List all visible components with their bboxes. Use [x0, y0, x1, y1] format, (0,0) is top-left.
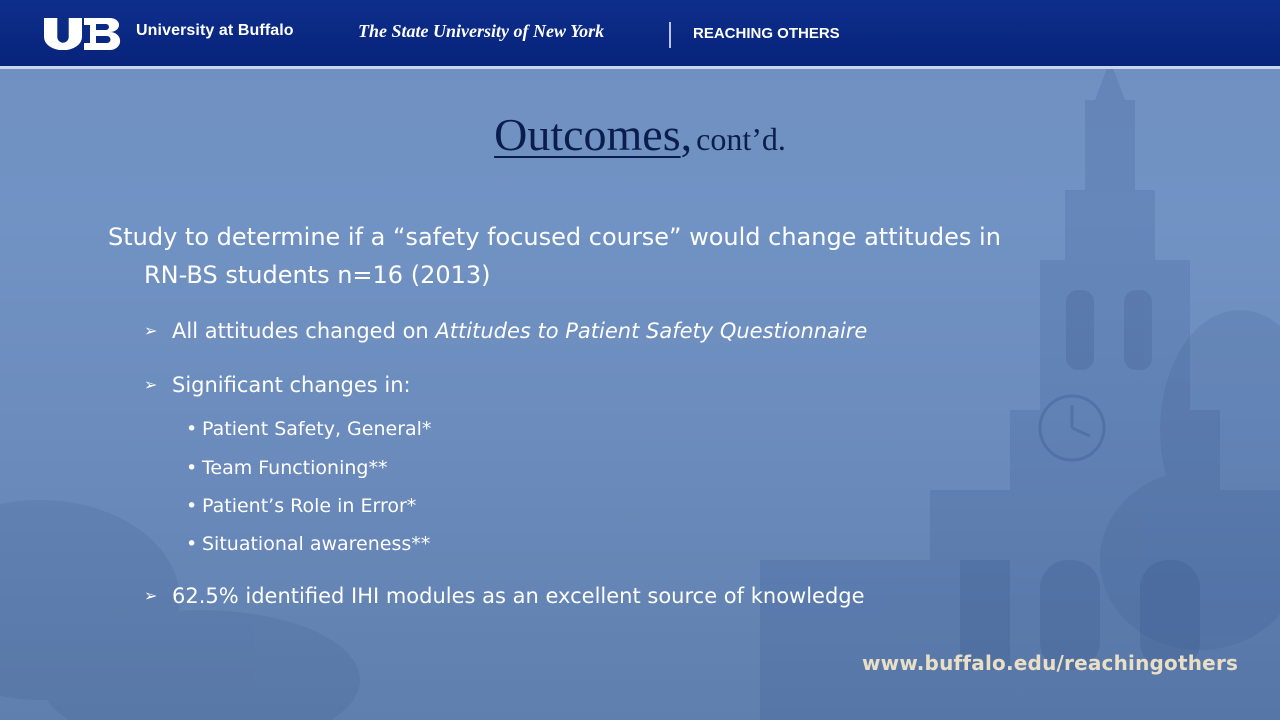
dot-bullet-icon: •	[186, 533, 198, 555]
tagline: REACHING OTHERS	[693, 25, 840, 42]
bullet-text: 62.5% identified IHI modules as an excellent source of knowledge	[172, 584, 865, 608]
dot-bullet-icon: •	[186, 495, 198, 517]
university-name: University at Buffalo	[136, 22, 294, 39]
bullet-text: Significant changes in:	[172, 373, 411, 397]
sub-bullet-text: Team Functioning**	[202, 457, 388, 479]
sub-bullet-text: Patient’s Role in Error*	[202, 495, 417, 517]
intro-paragraph	[108, 218, 1218, 294]
intro-line-2: RN-BS students n=16 (2013)	[144, 261, 491, 289]
sub-bullet-item	[186, 533, 430, 555]
arrow-bullet-icon: ➢	[144, 321, 158, 340]
questionnaire-name: Attitudes to Patient Safety Questionnaire	[435, 319, 868, 343]
sub-bullet-item	[186, 457, 387, 479]
sub-bullet-item	[186, 495, 416, 517]
sub-bullet-item	[186, 418, 431, 440]
title-sub: cont’d.	[696, 121, 786, 157]
bullet-attitudes	[144, 319, 867, 343]
sub-bullet-text: Situational awareness**	[202, 533, 431, 555]
dot-bullet-icon: •	[186, 457, 198, 479]
bullet-ihi-modules	[144, 584, 865, 608]
bullet-significant	[144, 373, 411, 397]
arrow-bullet-icon: ➢	[144, 375, 158, 394]
dot-bullet-icon: •	[186, 418, 198, 440]
footer-url: www.buffalo.edu/reachingothers	[862, 651, 1239, 675]
title-main: Outcomes	[494, 109, 681, 160]
bullet-text: All attitudes changed on	[172, 319, 436, 343]
title-comma: ,	[680, 109, 693, 160]
arrow-bullet-icon: ➢	[144, 586, 158, 605]
suny-label: The State University of New York	[358, 21, 605, 41]
intro-line-1: Study to determine if a “safety focused course” would change attitudes in	[108, 223, 1001, 251]
sub-bullet-text: Patient Safety, General*	[202, 418, 432, 440]
